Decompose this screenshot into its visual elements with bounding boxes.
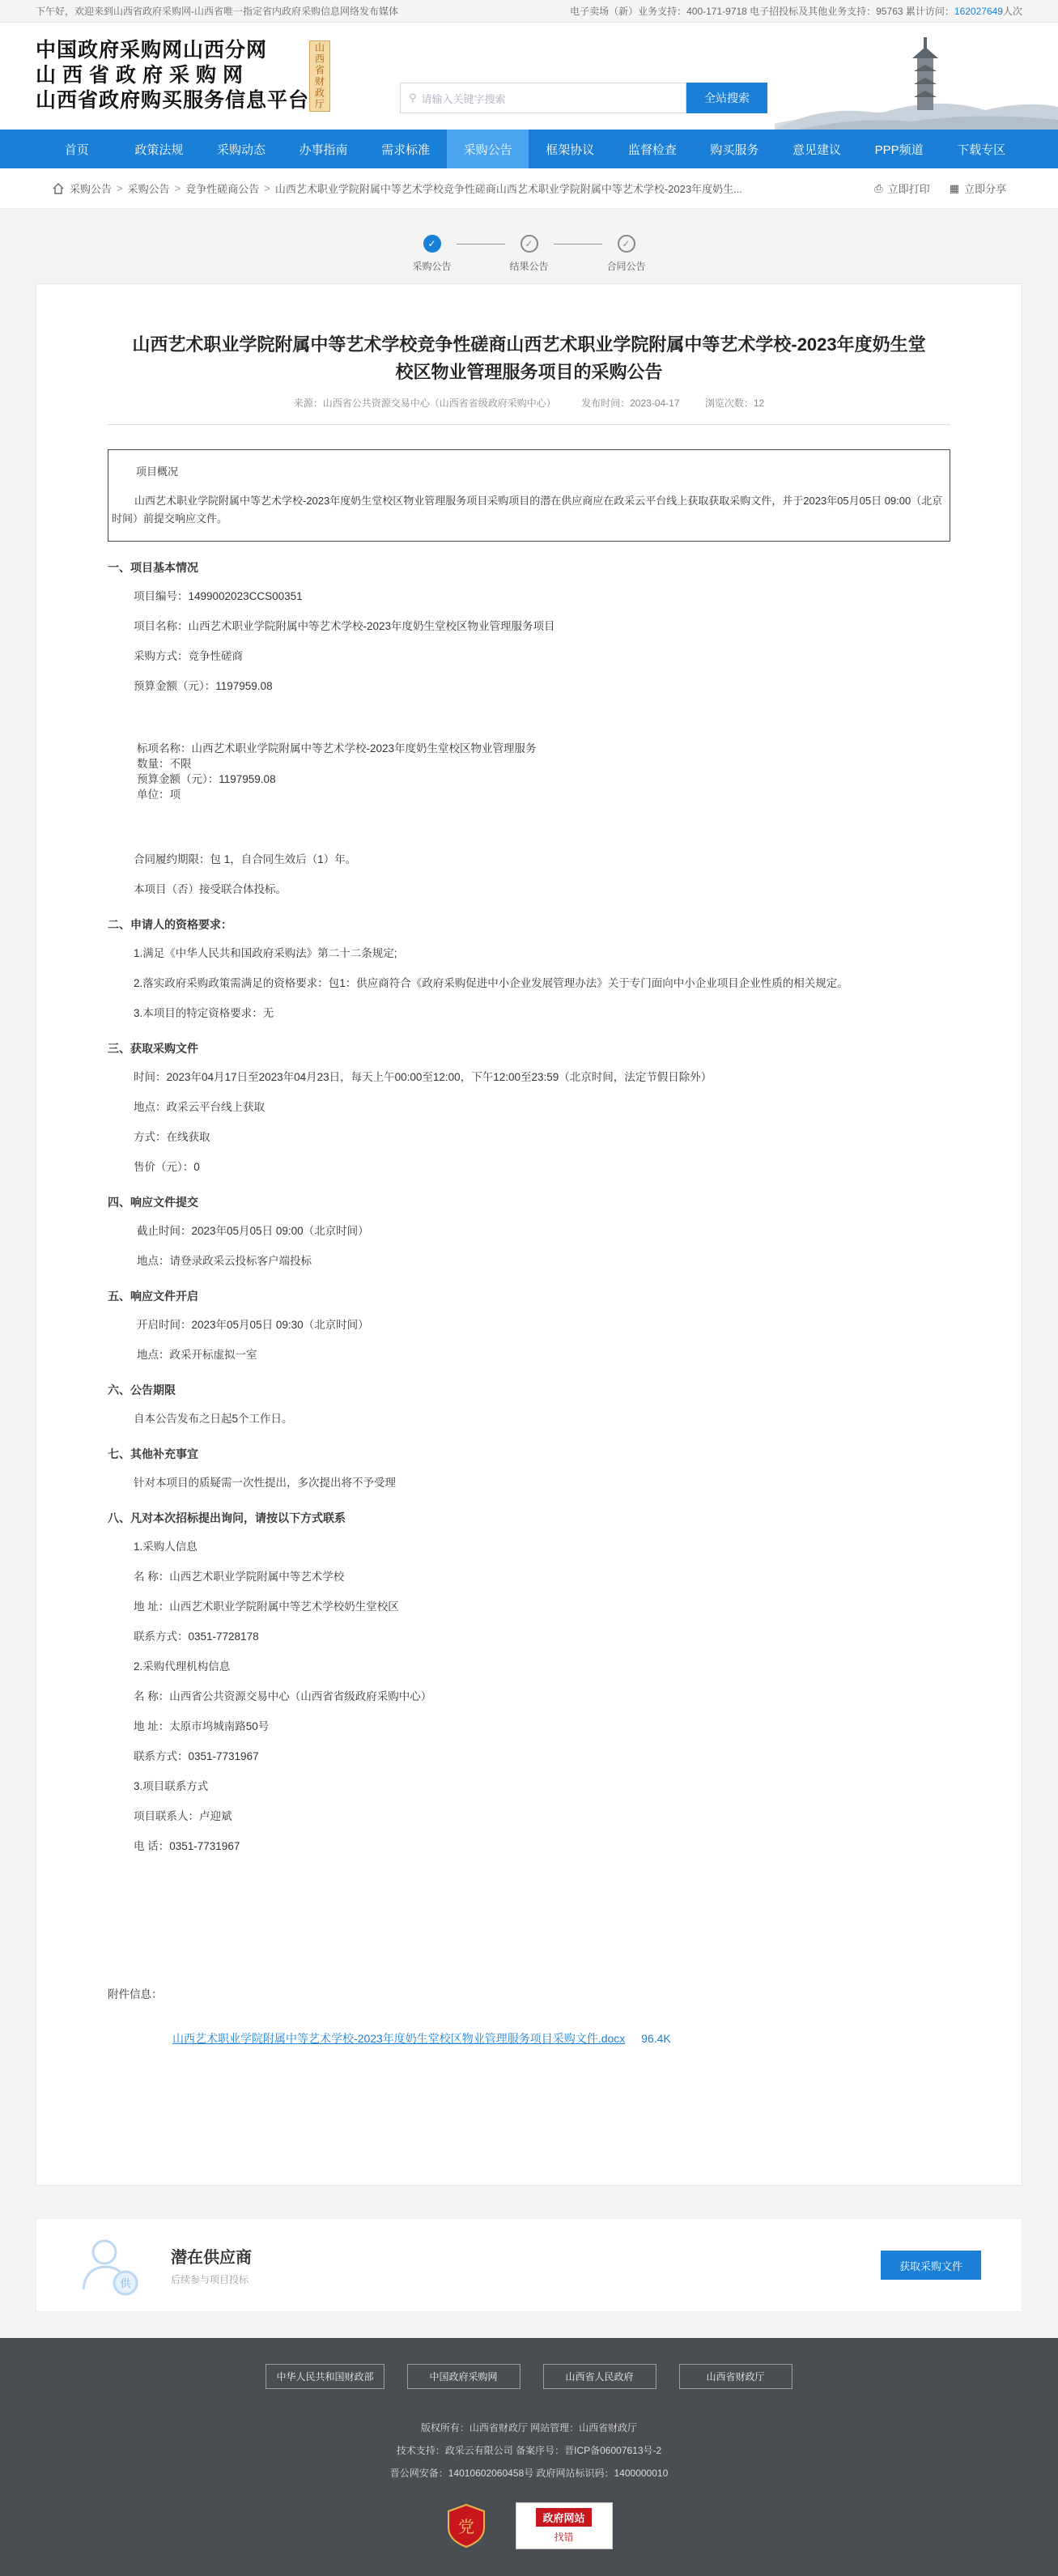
visits-prefix: 累计访问： xyxy=(905,6,954,17)
breadcrumb-bar xyxy=(0,168,1058,209)
section-heading: 三、获取采购文件 xyxy=(108,1042,198,1055)
site-header xyxy=(0,23,1058,130)
footer-badges xyxy=(0,2502,1058,2549)
qualification-item: 1.满足《中华人民共和国政府采购法》第二十二条规定; xyxy=(134,947,397,959)
notice-progress-steps xyxy=(0,209,1058,283)
step-label: 合同公告 xyxy=(606,261,646,272)
badge-title: 政府网站 xyxy=(536,2508,591,2527)
lot-quantity: 数量：不限 xyxy=(137,758,192,770)
document-method: 方式：在线获取 xyxy=(134,1131,210,1143)
check-icon: ✓ xyxy=(423,235,441,253)
opening-place: 地点：政采开标虚拟一室 xyxy=(137,1349,257,1361)
step-label: 结果公告 xyxy=(509,261,549,272)
notice-views: 浏览次数：12 xyxy=(704,397,765,409)
section-heading: 四、响应文件提交 xyxy=(108,1196,198,1209)
nav-ppp[interactable]: PPP频道 xyxy=(874,142,924,157)
site-logo[interactable] xyxy=(36,37,309,113)
pagoda-landscape-art xyxy=(775,23,1058,130)
section-heading: 七、其他补充事宜 xyxy=(108,1447,198,1460)
footer-link-mof[interactable]: 中华人民共和国财政部 xyxy=(266,2364,384,2389)
home-icon[interactable] xyxy=(52,182,65,195)
step-procurement-notice[interactable] xyxy=(408,235,457,273)
main-nav xyxy=(0,130,1058,168)
page-title: 山西艺术职业学院附属中等艺术学校竞争性磋商山西艺术职业学院附属中等艺术学校-2023年度奶生堂校区物业管理服务项目的采购公告 xyxy=(132,334,926,382)
printer-icon: ⎙ xyxy=(874,181,883,194)
supplier-title: 潜在供应商 xyxy=(171,2249,252,2267)
submission-place: 地点：请登录政采云投标客户端投标 xyxy=(137,1255,312,1267)
search-icon: ⚲ xyxy=(409,91,417,104)
breadcrumb-item[interactable]: 采购公告 xyxy=(70,183,113,195)
attachment-row xyxy=(108,2030,950,2047)
agency-name: 名 称：山西省公共资源交易中心（山西省省级政府采购中心） xyxy=(134,1690,432,1702)
notice-date: 发布时间：2023-04-17 xyxy=(581,397,680,409)
contract-period: 合同履约期限：包 1，自合同生效后（1）年。 xyxy=(134,853,357,865)
nav-guide[interactable]: 办事指南 xyxy=(299,142,348,157)
qualification-item: 3.本项目的特定资格要求：无 xyxy=(134,1007,274,1019)
print-button[interactable] xyxy=(874,181,929,196)
breadcrumb-separator: > xyxy=(117,182,123,194)
project-contact-phone: 电 话：0351-7731967 xyxy=(134,1840,240,1852)
qrcode-icon: ▦ xyxy=(949,181,959,194)
footer-links xyxy=(0,2364,1058,2389)
document-price: 售价（元）：0 xyxy=(134,1161,200,1173)
purchaser-name: 名 称：山西艺术职业学院附属中等艺术学校 xyxy=(134,1571,345,1583)
search-input[interactable] xyxy=(400,83,686,113)
notice-period: 自本公告发布之日起5个工作日。 xyxy=(134,1413,293,1425)
top-info-bar xyxy=(0,0,1058,23)
contact-info xyxy=(570,4,1022,18)
lot-budget: 预算金额（元）：1197959.08 xyxy=(137,773,276,785)
lot-info xyxy=(108,741,950,802)
footer-info xyxy=(0,2417,1058,2485)
potential-supplier-panel xyxy=(36,2218,1022,2312)
nav-home[interactable]: 首页 xyxy=(64,142,89,157)
summary-heading: 项目概况 xyxy=(136,465,179,478)
party-emblem-icon[interactable] xyxy=(446,2503,487,2548)
welcome-text: 下午好，欢迎来到山西省政府采购网-山西省唯一指定省内政府采购信息网络发布媒体 xyxy=(36,6,398,17)
breadcrumb-item[interactable]: 采购公告 xyxy=(127,183,170,195)
footer-copyright: 版权所有：山西省财政厅 网站管理：山西省财政厅 xyxy=(420,2422,638,2434)
procurement-method: 采购方式：竞争性磋商 xyxy=(134,650,243,662)
search-button[interactable]: 全站搜索 xyxy=(686,83,767,113)
notice-meta xyxy=(108,396,950,425)
document-time: 时间：2023年04月17日至2023年04月23日，每天上午00:00至12:00，下午12:00至23:59（北京时间，法定节假日除外） xyxy=(134,1071,712,1083)
logo-line-2: 山西省政府采购网 xyxy=(36,63,250,87)
purchaser-phone: 联系方式：0351-7728178 xyxy=(134,1630,259,1643)
nav-announcements[interactable]: 采购公告 xyxy=(447,130,529,168)
section-heading: 二、申请人的资格要求： xyxy=(108,918,232,931)
purchaser-address: 地 址：山西艺术职业学院附属中等艺术学校奶生堂校区 xyxy=(134,1600,399,1613)
share-label: 立即分享 xyxy=(963,183,1006,195)
nav-standards[interactable]: 需求标准 xyxy=(381,142,431,157)
contact-subheading: 1.采购人信息 xyxy=(134,1541,198,1553)
submission-deadline: 截止时间：2023年05月05日 09:00（北京时间） xyxy=(137,1225,369,1237)
lot-unit: 单位：项 xyxy=(137,789,181,801)
print-label: 立即打印 xyxy=(887,183,930,195)
step-label: 采购公告 xyxy=(412,261,452,272)
section-heading: 八、凡对本次招标提出询问，请按以下方式联系 xyxy=(108,1511,346,1524)
step-contract-notice[interactable] xyxy=(602,235,651,273)
gov-site-error-badge[interactable] xyxy=(516,2502,613,2549)
footer-security-record: 晋公网安备：14010602060458号 政府网站标识码：1400000010 xyxy=(389,2468,669,2479)
agency-phone: 联系方式：0351-7731967 xyxy=(134,1750,259,1762)
contact-text: 电子卖场（新）业务支持：400-171-9718 电子招投标及其他业务支持：95763 xyxy=(570,6,903,17)
budget-amount: 预算金额（元）：1197959.08 xyxy=(134,680,273,692)
logo-tag: 山西省财政厅 xyxy=(309,40,330,112)
nav-framework[interactable]: 框架协议 xyxy=(546,142,595,157)
breadcrumb-separator: > xyxy=(174,182,181,194)
attachment-size: 96.4K xyxy=(641,2032,671,2045)
search-placeholder: 请输入关键字搜索 xyxy=(421,92,506,105)
site-search xyxy=(400,83,767,113)
visits-suffix: 人次 xyxy=(1002,6,1022,17)
breadcrumb-item[interactable]: 竞争性磋商公告 xyxy=(185,183,260,195)
breadcrumb-separator: > xyxy=(264,182,270,194)
contact-subheading: 3.项目联系方式 xyxy=(134,1780,209,1792)
section-heading: 六、公告期限 xyxy=(108,1384,176,1396)
footer-link-ccgp[interactable]: 中国政府采购网 xyxy=(407,2364,521,2389)
breadcrumb-current: 山西艺术职业学院附属中等艺术学校竞争性磋商山西艺术职业学院附属中等艺术学校-2023年度奶生... xyxy=(274,183,742,195)
site-footer xyxy=(0,2338,1058,2576)
page-tools xyxy=(874,181,1006,196)
footer-link-shanxi-gov[interactable]: 山西省人民政府 xyxy=(543,2364,656,2389)
section-heading: 一、项目基本情况 xyxy=(108,561,198,574)
check-icon: ✓ xyxy=(521,235,538,253)
document-place: 地点：政采云平台线上获取 xyxy=(134,1101,265,1113)
project-contact-person: 项目联系人：卢迎斌 xyxy=(134,1810,232,1822)
nav-feedback[interactable]: 意见建议 xyxy=(792,142,841,157)
get-documents-button[interactable]: 获取采购文件 xyxy=(881,2251,981,2280)
share-button[interactable] xyxy=(950,181,1006,196)
nav-downloads[interactable]: 下载专区 xyxy=(957,142,1006,157)
step-result-notice[interactable] xyxy=(505,235,554,273)
footer-tech-support: 技术支持：政采云有限公司 备案序号：晋ICP备06007613号-2 xyxy=(396,2445,662,2456)
project-name: 项目名称：山西艺术职业学院附属中等艺术学校-2023年度奶生堂校区物业管理服务项目 xyxy=(134,620,555,632)
agency-address: 地 址：太原市坞城南路50号 xyxy=(134,1720,270,1732)
supplier-text xyxy=(171,2244,881,2286)
qualification-item: 2.落实政府采购政策需满足的资格要求：包1：供应商符合《政府采购促进中小企业发展管理办法》关于专门面向中小企业项目企业性质的相关规定。 xyxy=(134,977,848,989)
opening-time: 开启时间：2023年05月05日 09:30（北京时间） xyxy=(137,1319,369,1331)
attachment-link[interactable]: 山西艺术职业学院附属中等艺术学校-2023年度奶生堂校区物业管理服务项目采购文件.docx xyxy=(172,2032,626,2045)
nav-policy[interactable]: 政策法规 xyxy=(134,142,184,157)
footer-link-shanxi-finance[interactable]: 山西省财政厅 xyxy=(679,2364,792,2389)
section-heading: 五、响应文件开启 xyxy=(108,1290,198,1303)
lot-name: 标项名称：山西艺术职业学院附属中等艺术学校-2023年度奶生堂校区物业管理服务 xyxy=(137,742,537,755)
project-number: 项目编号：1499002023CCS00351 xyxy=(134,590,303,602)
breadcrumb xyxy=(52,181,874,196)
nav-services[interactable]: 购买服务 xyxy=(710,142,759,157)
party-emblem-glyph: 党 xyxy=(457,2517,474,2536)
contact-subheading: 2.采购代理机构信息 xyxy=(134,1660,231,1673)
notice-card xyxy=(36,283,1022,2186)
badge-subtitle: 找错 xyxy=(554,2531,574,2543)
project-summary-box xyxy=(108,449,950,542)
logo-line-1: 中国政府采购网山西分网 xyxy=(36,38,268,62)
supplementary-note: 针对本项目的质疑需一次性提出，多次提出将不予受理 xyxy=(134,1477,396,1489)
logo-line-3: 山西省政府购买服务信息平台 xyxy=(36,88,310,112)
supplier-icon-glyph: 供 xyxy=(120,2278,131,2290)
summary-text: 山西艺术职业学院附属中等艺术学校-2023年度奶生堂校区物业管理服务项目采购项目的潜在供应商应在政采云平台线上获取获取采购文件，并于2023年05月05日 09:00（北京时间）前提交响应文件。 xyxy=(112,495,943,525)
check-icon: ✓ xyxy=(618,235,635,253)
nav-supervision[interactable]: 监督检查 xyxy=(627,142,677,157)
notice-source: 来源：山西省公共资源交易中心（山西省省级政府采购中心） xyxy=(293,397,556,409)
visit-count: 162027649 xyxy=(954,6,1003,17)
supplier-user-icon xyxy=(77,2233,142,2298)
consortium-note: 本项目（否）接受联合体投标。 xyxy=(134,883,287,895)
attachment-label: 附件信息： xyxy=(108,1988,163,2000)
nav-news[interactable]: 采购动态 xyxy=(216,142,266,157)
supplier-subtitle: 后续参与项目投标 xyxy=(171,2274,249,2285)
